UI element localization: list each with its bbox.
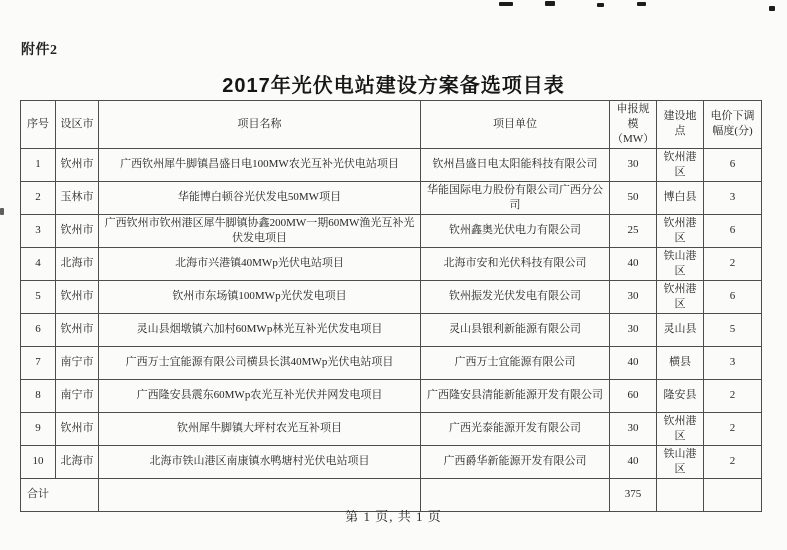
cell-project-name: 钦州市东场镇100MWp光伏发电项目 [99,280,421,313]
table-row [21,313,762,346]
cell-location: 横县 [657,346,704,379]
table-row [21,379,762,412]
cell-city: 玉林市 [56,181,99,214]
cell-location: 钦州港区 [657,280,704,313]
cell-serial: 2 [21,181,56,214]
cell-company: 广西光泰能源开发有限公司 [421,412,610,445]
scan-artifact [637,2,646,6]
table-row [21,412,762,445]
col-header-declared-capacity: 申报规模（MW） [610,101,657,149]
cell-company: 钦州昌盛日电太阳能科技有限公司 [421,148,610,181]
cell-capacity: 40 [610,346,657,379]
cell-company: 广西隆安县清能新能源开发有限公司 [421,379,610,412]
cell-location: 铁山港区 [657,247,704,280]
col-header-project-unit: 项目单位 [421,101,610,149]
cell-serial: 5 [21,280,56,313]
cell-location: 灵山县 [657,313,704,346]
cell-location: 钦州港区 [657,214,704,247]
cell-price-reduction: 3 [704,346,762,379]
cell-serial: 9 [21,412,56,445]
cell-location: 钦州港区 [657,148,704,181]
document-title: 2017年光伏电站建设方案备选项目表 [222,75,565,97]
cell-city: 南宁市 [56,379,99,412]
cell-capacity: 40 [610,247,657,280]
col-header-project-name: 项目名称 [99,101,421,149]
cell-price-reduction: 2 [704,445,762,478]
cell-project-name: 北海市铁山港区南康镇水鸭塘村光伏电站项目 [99,445,421,478]
header-row [21,101,762,149]
total-label-cell: 合计 [21,478,99,511]
cell-price-reduction: 2 [704,412,762,445]
cell-city: 钦州市 [56,214,99,247]
scan-artifact [499,2,513,6]
cell-price-reduction: 3 [704,181,762,214]
cell-serial: 8 [21,379,56,412]
cell-serial: 10 [21,445,56,478]
cell-company: 广西万士宜能源有限公司 [421,346,610,379]
col-header-serial: 序号 [21,101,56,149]
scan-artifact [769,6,775,11]
cell-city: 南宁市 [56,346,99,379]
projects-table [20,100,762,512]
page-footer: 第 1 页, 共 1 页 [345,509,442,524]
scan-artifact [0,208,4,215]
cell-capacity: 60 [610,379,657,412]
cell-city: 钦州市 [56,280,99,313]
cell-serial: 4 [21,247,56,280]
cell-capacity: 25 [610,214,657,247]
cell-location: 铁山港区 [657,445,704,478]
cell-serial: 6 [21,313,56,346]
cell-project-name: 广西万士宜能源有限公司横县长淇40MWp光伏电站项目 [99,346,421,379]
cell-price-reduction: 2 [704,247,762,280]
cell-serial: 7 [21,346,56,379]
scan-artifact [545,1,555,6]
cell-company: 广西爵华新能源开发有限公司 [421,445,610,478]
cell-city: 钦州市 [56,148,99,181]
col-header-construction-site: 建设地点 [657,101,704,149]
cell-city: 北海市 [56,247,99,280]
cell-location: 钦州港区 [657,412,704,445]
cell-price-reduction: 5 [704,313,762,346]
cell-city: 钦州市 [56,313,99,346]
cell-price-reduction: 6 [704,148,762,181]
table-row [21,181,762,214]
attachment-label: 附件2 [21,43,58,58]
cell-capacity: 30 [610,280,657,313]
cell-project-name: 广西隆安县震东60MWp农光互补光伏并网发电项目 [99,379,421,412]
cell-project-name: 北海市兴港镇40MWp光伏电站项目 [99,247,421,280]
cell-company: 灵山县银利新能源有限公司 [421,313,610,346]
cell-capacity: 50 [610,181,657,214]
table-row [21,346,762,379]
cell-price-reduction: 2 [704,379,762,412]
cell-capacity: 40 [610,445,657,478]
cell-project-name: 灵山县烟墩镇六加村60MWp林光互补光伏发电项目 [99,313,421,346]
cell-project-name: 广西钦州市钦州港区犀牛脚镇协鑫200MW一期60MW渔光互补光伏发电项目 [99,214,421,247]
cell-capacity: 30 [610,412,657,445]
cell-project-name: 华能博白顿谷光伏发电50MW项目 [99,181,421,214]
col-header-city: 设区市 [56,101,99,149]
table-row [21,445,762,478]
cell-project-name: 广西钦州犀牛脚镇昌盛日电100MW农光互补光伏电站项目 [99,148,421,181]
table-row [21,247,762,280]
cell-price-reduction: 6 [704,280,762,313]
cell-city: 钦州市 [56,412,99,445]
cell-serial: 3 [21,214,56,247]
cell-project-name: 钦州犀牛脚镇大坪村农光互补项目 [99,412,421,445]
cell-location: 隆安县 [657,379,704,412]
cell-company: 北海市安和光伏科技有限公司 [421,247,610,280]
cell-capacity: 30 [610,148,657,181]
cell-city: 北海市 [56,445,99,478]
cell-capacity: 30 [610,313,657,346]
cell-location: 博白县 [657,181,704,214]
col-header-price-reduction: 电价下调幅度(分) [704,101,762,149]
table-row [21,214,762,247]
cell-company: 华能国际电力股份有限公司广西分公司 [421,181,610,214]
scan-artifact [597,3,604,7]
cell-company: 钦州鑫奥光伏电力有限公司 [421,214,610,247]
cell-price-reduction: 6 [704,214,762,247]
table-row [21,148,762,181]
cell-company: 钦州振发光伏发电有限公司 [421,280,610,313]
table-row [21,280,762,313]
total-capacity-cell: 375 [610,478,657,511]
cell-serial: 1 [21,148,56,181]
